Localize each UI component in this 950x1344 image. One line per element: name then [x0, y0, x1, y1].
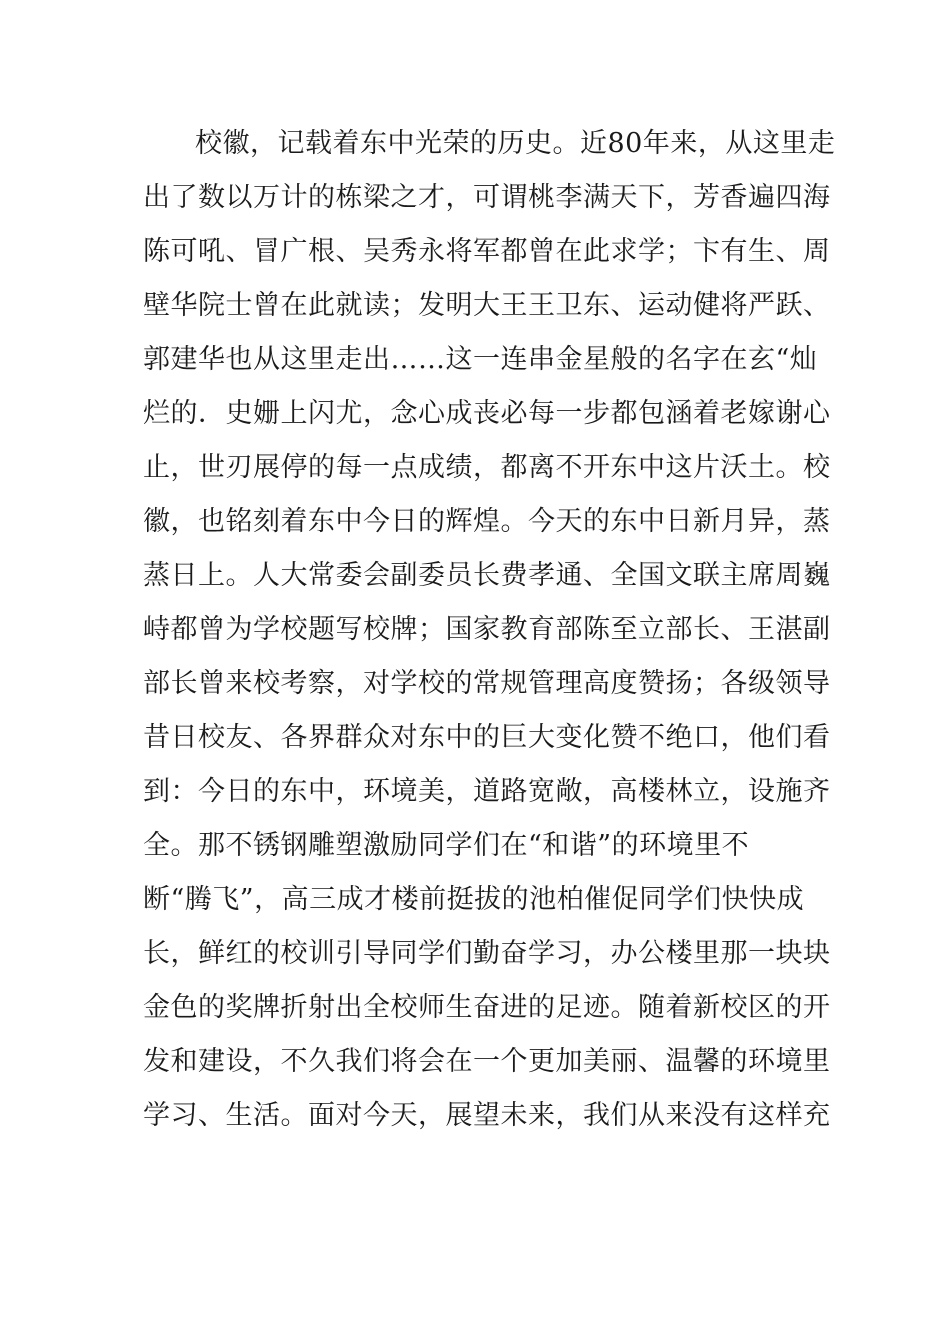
text-line-6: 烂的．史姗上闪尤，念心成丧必每一步都包涵着老嫁谢心: [143, 398, 831, 429]
text-line-9: 蒸日上。人大常委会副委员长费孝通、全国文联主席周巍: [143, 560, 831, 591]
text-line-4: 壁华院士曾在此就读；发明大王王卫东、运动健将严跃、: [143, 290, 831, 321]
text-line-14: 全。那不锈钢雕塑激励同学们在“和谐”的环境里不: [143, 830, 750, 861]
text-line-18: 发和建设，不久我们将会在一个更加美丽、温馨的环境里: [143, 1046, 831, 1077]
text-line-8: 徽，也铭刻着东中今日的辉煌。今天的东中日新月异，蒸: [143, 506, 831, 537]
text-line-7: 止，世刃展停的每一点成绩，都离不开东中这片沃土。校: [143, 452, 831, 483]
text-line-10: 峙都曾为学校题写校牌；国家教育部陈至立部长、王湛副: [143, 614, 831, 645]
body-paragraph: [143, 117, 836, 1143]
text-line-3: 陈可吼、冒广根、吴秀永将军都曾在此求学；卞有生、周: [143, 236, 831, 267]
text-line-16: 长，鲜红的校训引导同学们勤奋学习，办公楼里那一块块: [143, 938, 831, 969]
text-line-11: 部长曾来校考察，对学校的常规管理高度赞扬；各级领导: [143, 668, 831, 699]
text-line-15: 断“腾飞”，高三成才楼前挺拔的池柏催促同学们快快成: [143, 884, 805, 915]
text-line-12: 昔日校友、各界群众对东中的巨大变化赞不绝口，他们看: [143, 722, 831, 753]
text-line-5: 郭建华也从这里走出……这一连串金星般的名字在玄“灿: [143, 344, 818, 375]
text-line-2: 出了数以万计的栋梁之才，可谓桃李满天下，芳香遍四海: [143, 182, 831, 213]
text-line-17: 金色的奖牌折射出全校师生奋进的足迹。随着新校区的开: [143, 992, 831, 1023]
text-line-13: 到：今日的东中，环境美，道路宽敞，高楼林立，设施齐: [143, 776, 831, 807]
text-line-19: 学习、生活。面对今天，展望未来，我们从来没有这样充: [143, 1100, 831, 1131]
text-line-1: 校徽，记载着东中光荣的历史。近80年来，从这里走: [195, 128, 836, 159]
